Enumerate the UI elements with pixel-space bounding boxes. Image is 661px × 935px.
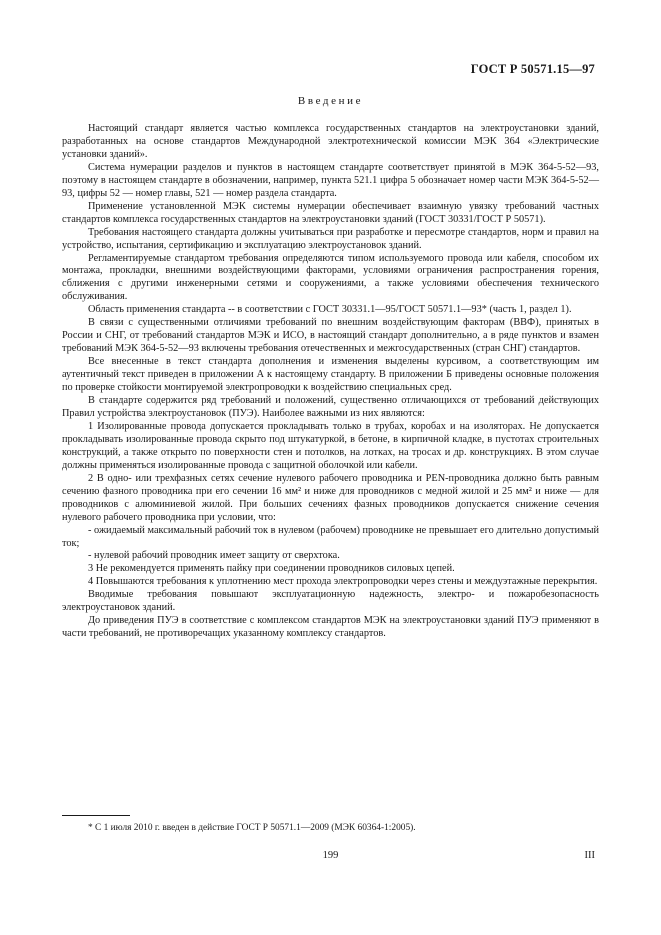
paragraph: Требования настоящего стандарта должны учитываться при разработке и пересмотре стандартов, норм и правил на устройство, испытания, сертификацию и эксплуатацию электроустановок зданий. [62, 226, 599, 251]
paragraph: Область применения стандарта -- в соответствии с ГОСТ 30331.1—95/ГОСТ 50571.1—93* (часть 1, раздел 1). [88, 304, 572, 316]
body-text [62, 123, 599, 641]
footnote: * С 1 июля 2010 г. введен в действие ГОСТ Р 50571.1—2009 (МЭК 60364-1:2005). [88, 823, 416, 833]
list-item: 4 Повышаются требования к уплотнению мест прохода электропроводки через стены и междуэтажные перекрытия. [88, 576, 598, 588]
page-number: 199 [322, 850, 339, 861]
list-item: - нулевой рабочий проводник имеет защиту от сверхтока. [88, 550, 340, 562]
list-item: 2 В одно- или трехфазных сетях сечение нулевого рабочего проводника и PEN-проводника должно быть равным сечению фазного проводника при его сечении 16 мм² и ниже для проводников с медной жилой и 25 мм² и ниже — для проводников с алюминиевой жилой. При больших сечениях фазных проводников допускается снижение сечения нулевого рабочего проводника при условии, что: [62, 472, 599, 523]
paragraph: Применение установленной МЭК системы нумерации обеспечивает взаимную увязку требований частных стандартов комплекса государственных стандартов на электроустановки зданий (ГОСТ 30331/ГОСТ Р 50571). [62, 200, 599, 225]
list-item: 1 Изолированные провода допускается прокладывать только в трубах, коробах и на изоляторах. Не допускается прокладывать изолированные провода скрыто под штукатуркой, в бетоне, в кирпичной кладке, в пустотах строительных конструкций, а также открыто по поверхности стен и потолков, на лотках, на тросах и др. конструкциях. В этом случае должны применяться изолированные провода с защитной оболочкой или кабели. [62, 420, 599, 471]
section-title: Введение [297, 95, 364, 107]
paragraph: Вводимые требования повышают эксплуатационную надежность, электро- и пожаробезопасность электроустановок зданий. [62, 589, 599, 614]
paragraph: В связи с существенными отличиями требований по внешним воздействующим факторам (ВВФ), принятых в России и СНГ, от требований стандартов МЭК и ИСО, в настоящий стандарт дополнительно, а в ряде пунктов и взамен требований МЭК 364-5-52—93 включены требования отечественных и межгосударственных (стран СНГ) стандартов. [62, 317, 599, 355]
paragraph: Все внесенные в текст стандарта дополнения и изменения выделены курсивом, а соответствующим им аутентичный текст приведен в приложении А к настоящему стандарту. В приложении Б приведены основные положения по проверке стойкости монтируемой электропроводки к воздействию специальных сред. [62, 356, 599, 394]
paragraph: Регламентируемые стандартом требования определяются типом используемого провода или кабеля, способом их монтажа, прокладки, внешними воздействующими факторами, условиями ограничения распространения горения, сближения с другими инженерными сетями и сооружениями, а также условиями обеспечения технического обслуживания. [62, 252, 599, 303]
document-code-header: ГОСТ Р 50571.15—97 [470, 62, 595, 76]
list-item: - ожидаемый максимальный рабочий ток в нулевом (рабочем) проводнике не превышает его длительно допустимый ток; [62, 524, 599, 549]
paragraph: Система нумерации разделов и пунктов в настоящем стандарте соответствует принятой в МЭК 364-5-52—93, поэтому в настоящем стандарте в обозначении, например, пункта 521.1 цифра 5 обозначает номер части МЭК 364-5-52—93, цифры 52 — номер главы, 521 — номер раздела стандарта. [62, 161, 599, 199]
paragraph: Настоящий стандарт является частью комплекса государственных стандартов на электроустановки зданий, разработанных на основе стандартов Международной электротехнической комиссии МЭК 364 «Электрические установки зданий». [62, 123, 599, 160]
paragraph: До приведения ПУЭ в соответствие с комплексом стандартов МЭК на электроустановки зданий ПУЭ применяют в части требований, не противоречащих указанному комплексу стандартов. [62, 615, 599, 640]
roman-page-number: III [584, 850, 595, 861]
list-item: 3 Не рекомендуется применять пайку при соединении проводников силовых цепей. [88, 563, 455, 575]
footnote-divider [62, 815, 130, 816]
paragraph: В стандарте содержится ряд требований и положений, существенно отличающихся от требований действующих Правил устройства электроустановок (ПУЭ). Наиболее важными из них являются: [62, 395, 599, 419]
